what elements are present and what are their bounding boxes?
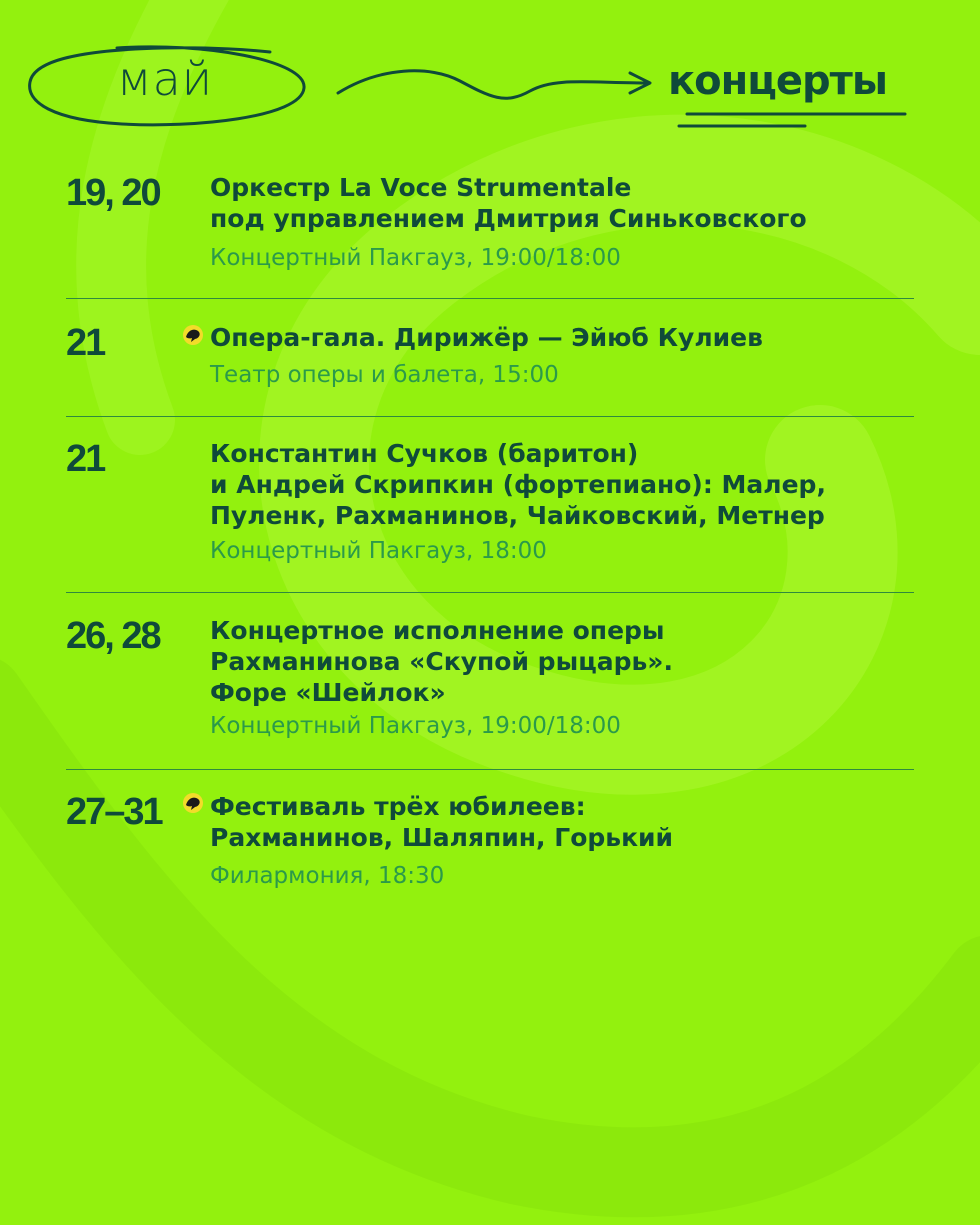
event-venue: Концертный Пакгауз, 18:00 — [210, 538, 547, 564]
event-title: Опера-гала. Дирижёр — Эйюб Кулиев — [210, 323, 763, 352]
event-date: 21 — [66, 322, 105, 364]
event-venue: Филармония, 18:30 — [210, 863, 445, 889]
divider — [66, 416, 914, 417]
squiggle-arrow-icon — [330, 55, 660, 115]
month-label: май — [116, 52, 214, 106]
event-item — [66, 172, 914, 282]
event-item — [66, 438, 914, 578]
event-title: Константин Сучков (баритон) и Андрей Скрипкин (фортепиано): Малер, Пуленк, Рахманинов, Чайковский, Метнер — [210, 439, 826, 530]
event-date: 21 — [66, 438, 105, 480]
event-date: 26, 28 — [66, 615, 160, 657]
divider — [66, 769, 914, 770]
event-date: 19, 20 — [66, 172, 160, 214]
section-title: концерты — [668, 58, 888, 104]
divider — [66, 298, 914, 299]
event-venue: Концертный Пакгауз, 19:00/18:00 — [210, 245, 621, 271]
event-title: Фестиваль трёх юбилеев: Рахманинов, Шаляпин, Горький — [210, 792, 674, 852]
divider — [66, 592, 914, 593]
premiere-marker-icon — [182, 324, 204, 346]
header — [0, 0, 980, 160]
title-underline — [675, 108, 915, 132]
event-venue: Концертный Пакгауз, 19:00/18:00 — [210, 713, 621, 739]
event-title: Оркестр La Voce Strumentale под управлением Дмитрия Синьковского — [210, 173, 807, 233]
event-title: Концертное исполнение оперы Рахманинова «Скупой рыцарь». Форе «Шейлок» — [210, 616, 673, 707]
premiere-marker-icon — [182, 792, 204, 814]
event-venue: Театр оперы и балета, 15:00 — [210, 362, 559, 388]
event-date: 27–31 — [66, 791, 162, 833]
event-item — [66, 615, 914, 755]
